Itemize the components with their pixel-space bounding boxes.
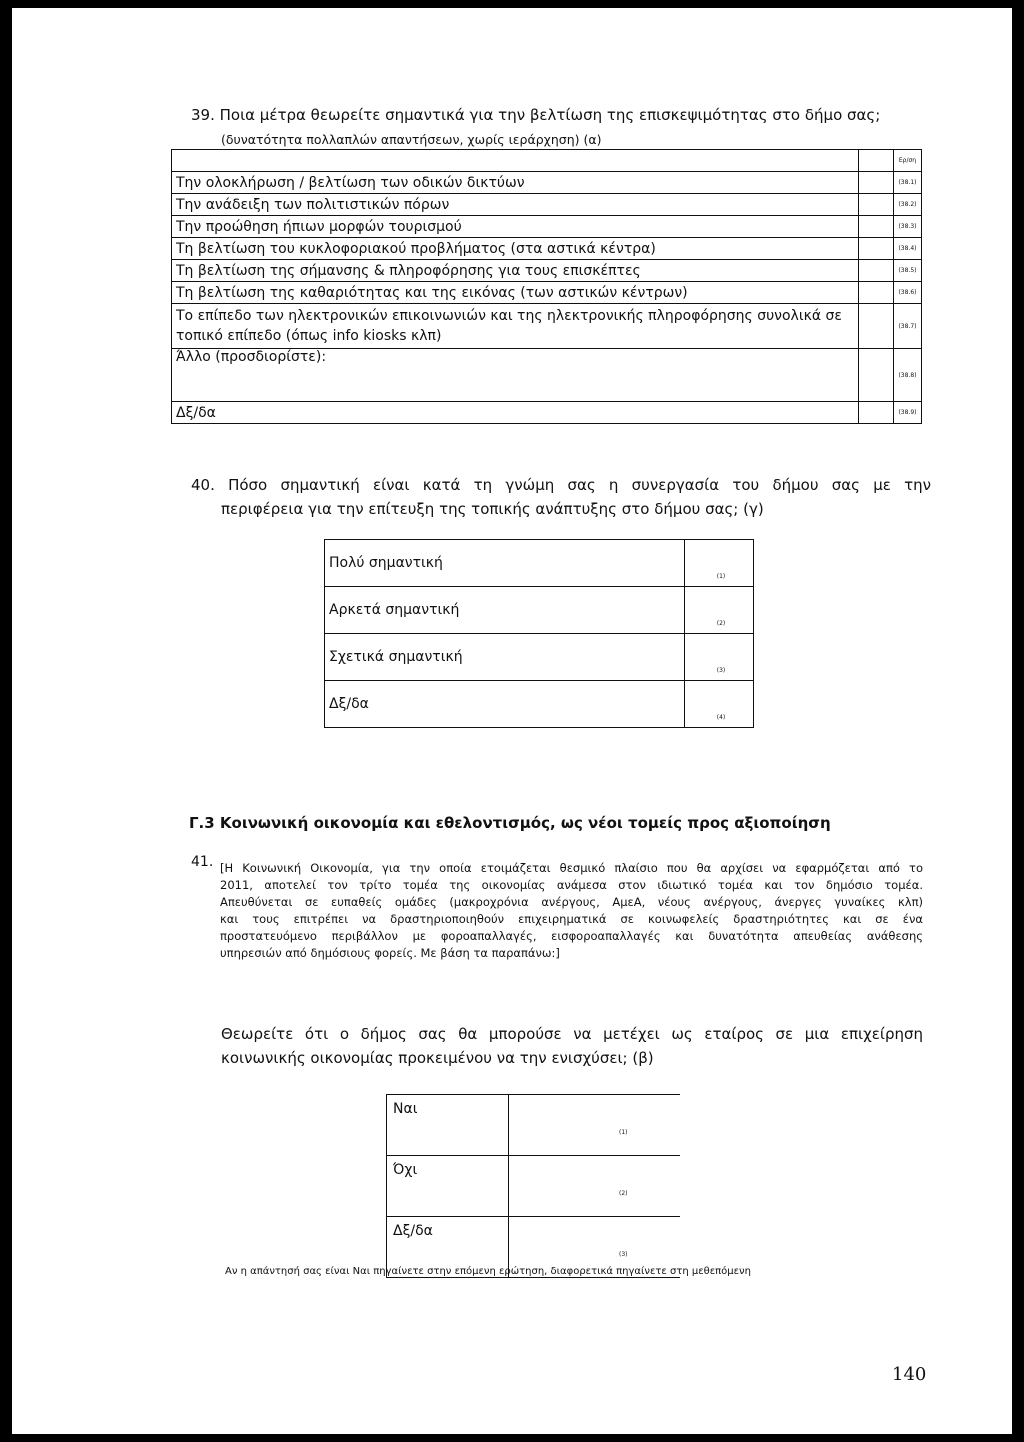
q39-option-code: (38.4)	[894, 238, 922, 260]
q39-option-code: (38.5)	[894, 260, 922, 282]
q39-answer-box[interactable]	[859, 402, 894, 424]
table-row	[325, 540, 754, 587]
table-row	[387, 1095, 681, 1156]
q40-option-label: Αρκετά σημαντική	[325, 587, 685, 634]
q41-question-line2: κοινωνικής οικονομίας προκειμένου να την ενισχύσει; (β)	[221, 1049, 654, 1067]
q40-option-label: Πολύ σημαντική	[325, 540, 685, 587]
q41-intro-line: 2011, αποτελεί τον τρίτο τομέα της οικονομίας ανάμεσα στον ιδιωτικό τομέα και τον δημόσιο τομέα.	[220, 878, 923, 892]
q41-option-code[interactable]: (1)	[509, 1095, 681, 1156]
q39-option-code: (38.2)	[894, 194, 922, 216]
q39-option-label: Την ανάδειξη των πολιτιστικών πόρων	[172, 194, 859, 216]
table-row	[172, 349, 922, 402]
table-row	[172, 260, 922, 282]
table-row	[325, 587, 754, 634]
q41-number: 41.	[191, 854, 214, 870]
q39-title: 39. Ποια μέτρα θεωρείτε σημαντικά για την βελτίωση της επισκεψιμότητας στο δήμο σας;	[191, 106, 881, 124]
section-heading: Γ.3 Κοινωνική οικονομία και εθελοντισμός, ως νέοι τομείς προς αξιοποίηση	[189, 814, 831, 832]
q39-option-label: Τη βελτίωση του κυκλοφοριακού προβλήματος (στα αστικά κέντρα)	[172, 238, 859, 260]
q41-table	[386, 1094, 680, 1278]
q39-header-code: Ερ/ση	[894, 150, 922, 172]
q39-option-label: Το επίπεδο των ηλεκτρονικών επικοινωνιών και της ηλεκτρονικής πληροφόρησης συνολικά σε τοπικό επίπεδο (όπως info kiosks κλπ)	[172, 304, 859, 349]
q40-table	[324, 539, 754, 728]
q39-option-code: (38.3)	[894, 216, 922, 238]
q39-subtitle: (δυνατότητα πολλαπλών απαντήσεων, χωρίς ιεράρχηση) (α)	[221, 132, 602, 147]
q41-note: Αν η απάντησή σας είναι Ναι πηγαίνετε στην επόμενη ερώτηση, διαφορετικά πηγαίνετε στη μεθεπόμενη	[225, 1266, 751, 1277]
table-row	[325, 681, 754, 728]
q39-option-label: Τη βελτίωση της καθαριότητας και της εικόνας (των αστικών κέντρων)	[172, 282, 859, 304]
q41-intro-line: υπηρεσιών από δημόσιους φορείς. Με βάση τα παραπάνω:]	[220, 946, 560, 960]
q39-option-label: Δξ/δα	[172, 402, 859, 424]
table-row	[172, 402, 922, 424]
q40-option-code[interactable]: (2)	[685, 587, 754, 634]
q40-title-line2: περιφέρεια για την επίτευξη της τοπικής ανάπτυξης στο δήμου σας; (γ)	[221, 500, 764, 518]
q41-option-code[interactable]: (2)	[509, 1156, 681, 1217]
table-row	[172, 172, 922, 194]
table-row	[325, 634, 754, 681]
q39-option-code: (38.6)	[894, 282, 922, 304]
q41-option-label: Δξ/δα	[387, 1217, 509, 1278]
q39-option-label: Άλλο (προσδιορίστε):	[172, 349, 859, 402]
table-row	[172, 304, 922, 349]
table-row	[172, 216, 922, 238]
table-row	[172, 282, 922, 304]
q41-question-line1: Θεωρείτε ότι ο δήμος σας θα μπορούσε να μετέχει ως εταίρος σε μια επιχείρηση	[221, 1025, 923, 1043]
table-row	[172, 238, 922, 260]
q40-option-code[interactable]: (3)	[685, 634, 754, 681]
q41-intro-line: Απευθύνεται σε ευπαθείς ομάδες (μακροχρόνια ανέργους, ΑμεΑ, νέους ανέργους, άνεργες γυναίκες κλπ)	[220, 895, 923, 909]
q39-option-code: (38.1)	[894, 172, 922, 194]
q39-answer-box[interactable]	[859, 216, 894, 238]
document-page	[12, 8, 1012, 1434]
q40-option-code[interactable]: (1)	[685, 540, 754, 587]
q41-intro	[220, 860, 923, 962]
q39-answer-box[interactable]	[859, 282, 894, 304]
page-number: 140	[892, 1364, 927, 1385]
q39-option-code: (38.8)	[894, 349, 922, 402]
q41-intro-line: [Η Κοινωνική Οικονομία, για την οποία ετοιμάζεται θεσμικό πλαίσιο που θα αρχίσει να εφαρμόζεται από το	[220, 861, 923, 875]
q39-option-label: Τη βελτίωση της σήμανσης & πληροφόρησης για τους επισκέπτες	[172, 260, 859, 282]
q40-title-line1: 40. Πόσο σημαντική είναι κατά τη γνώμη σας η συνεργασία του δήμου σας με την	[191, 476, 931, 494]
q41-option-code[interactable]: (3)	[509, 1217, 681, 1278]
q39-answer-box[interactable]	[859, 238, 894, 260]
q41-intro-line: προστατευόμενο περιβάλλον με φοροαπαλλαγές, εισφοροαπαλλαγές και δυνατότητα απευθείας ανάθεσης	[220, 929, 923, 943]
q39-answer-box[interactable]	[859, 194, 894, 216]
q39-option-label: Την ολοκλήρωση / βελτίωση των οδικών δικτύων	[172, 172, 859, 194]
q39-option-code: (38.9)	[894, 402, 922, 424]
q39-answer-box[interactable]	[859, 304, 894, 349]
q39-option-label: Την προώθηση ήπιων μορφών τουρισμού	[172, 216, 859, 238]
table-row	[172, 194, 922, 216]
q39-table	[171, 149, 922, 424]
table-row	[387, 1156, 681, 1217]
q40-option-code[interactable]: (4)	[685, 681, 754, 728]
q39-answer-box[interactable]	[859, 349, 894, 402]
q41-option-label: Ναι	[387, 1095, 509, 1156]
q41-option-label: Όχι	[387, 1156, 509, 1217]
q40-option-label: Δξ/δα	[325, 681, 685, 728]
q41-intro-line: και τους επιτρέπει να δραστηριοποιηθούν επιχειρηματικά σε κοινωφελείς δραστηριότητες και σε ένα	[220, 912, 923, 926]
q39-answer-box[interactable]	[859, 172, 894, 194]
q39-answer-box[interactable]	[859, 260, 894, 282]
q40-option-label: Σχετικά σημαντική	[325, 634, 685, 681]
q39-option-code: (38.7)	[894, 304, 922, 349]
